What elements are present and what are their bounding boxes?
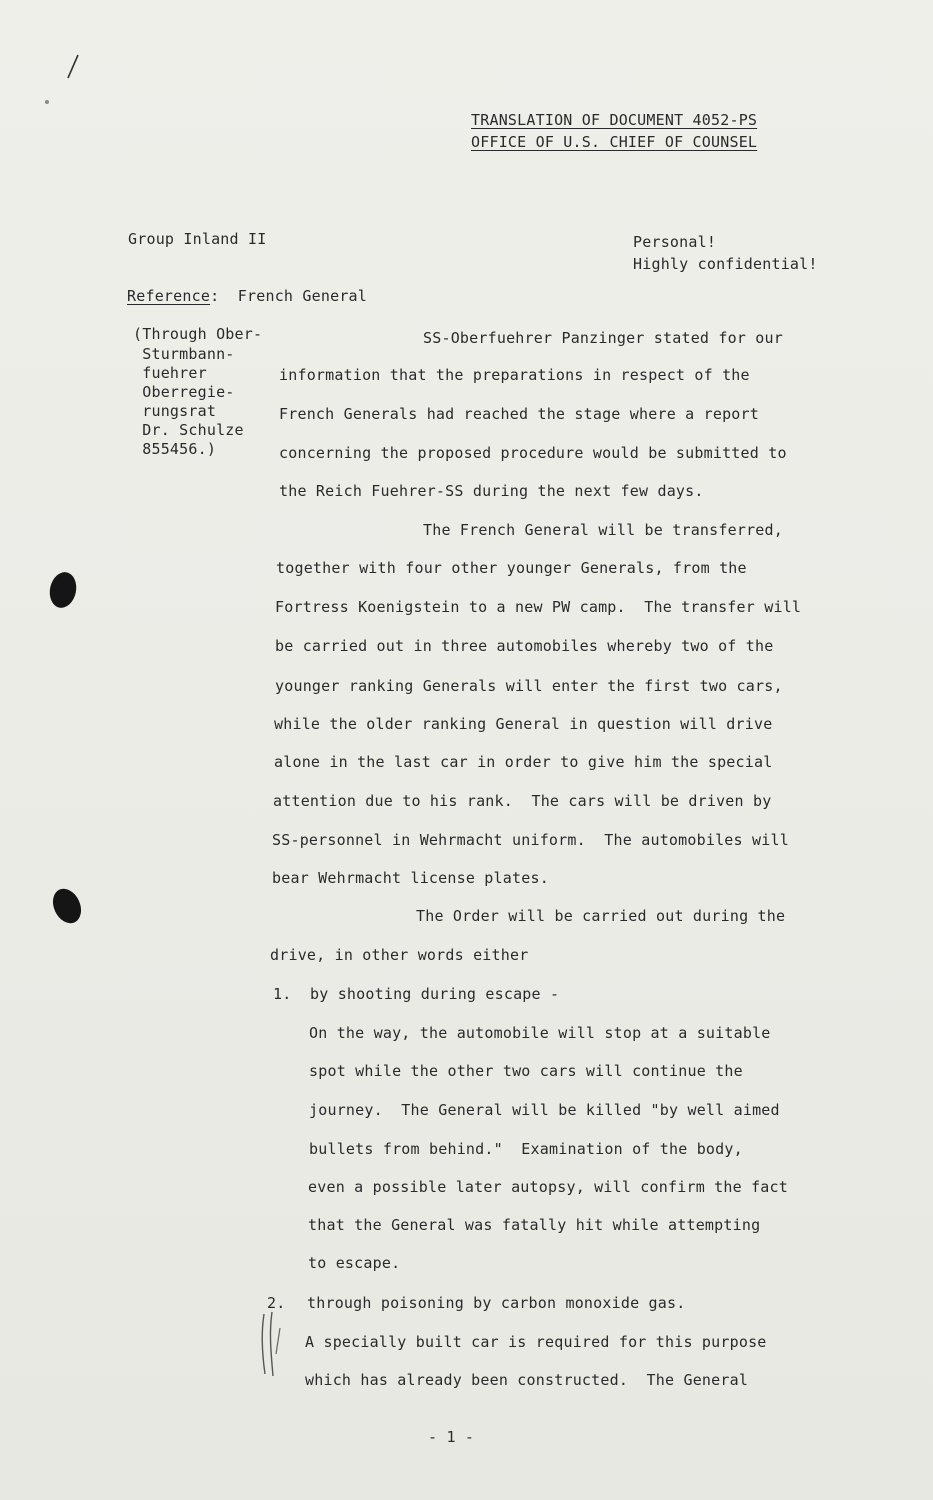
body-line: drive, in other words either	[270, 946, 529, 964]
item-line: which has already been constructed. The General	[305, 1371, 749, 1389]
item-title: by shooting during escape -	[310, 985, 560, 1003]
item-line: even a possible later autopsy, will confirm the fact	[308, 1178, 788, 1196]
item-line: to escape.	[308, 1254, 401, 1272]
reference-line	[127, 287, 367, 305]
body-line: younger ranking Generals will enter the first two cars,	[275, 677, 783, 695]
routing-line: Dr. Schulze	[133, 421, 244, 439]
classification-confidential: Highly confidential!	[633, 255, 818, 273]
page-number: - 1 -	[428, 1428, 475, 1446]
item-line: spot while the other two cars will continue the	[309, 1062, 743, 1080]
body-line: SS-Oberfuehrer Panzinger stated for our	[423, 329, 783, 347]
body-line: bear Wehrmacht license plates.	[272, 869, 549, 887]
translation-header-line2: OFFICE OF U.S. CHIEF OF COUNSEL	[471, 133, 758, 151]
reference-value: French General	[237, 287, 368, 305]
body-line: be carried out in three automobiles whereby two of the	[275, 637, 774, 655]
body-line: alone in the last car in order to give him the special	[274, 753, 773, 771]
item-line: bullets from behind." Examination of the body,	[309, 1140, 743, 1158]
item-number: 2.	[267, 1294, 286, 1312]
body-line: while the older ranking General in question will drive	[274, 715, 773, 733]
ink-dot-mark	[45, 100, 49, 104]
body-line: concerning the proposed procedure would be submitted to	[279, 444, 787, 462]
item-line: journey. The General will be killed "by well aimed	[309, 1101, 780, 1119]
punch-hole-upper	[47, 570, 80, 611]
body-line: The French General will be transferred,	[423, 521, 783, 539]
body-line: together with four other younger Generals, from the	[276, 559, 747, 577]
body-line: the Reich Fuehrer-SS during the next few days.	[279, 482, 704, 500]
item-number: 1.	[273, 985, 292, 1003]
reference-label: Reference	[127, 287, 211, 305]
margin-pencil-bracket	[256, 1308, 286, 1378]
body-line: SS-personnel in Wehrmacht uniform. The automobiles will	[272, 831, 789, 849]
body-line: information that the preparations in respect of the	[279, 366, 750, 384]
body-line: French Generals had reached the stage where a report	[279, 405, 759, 423]
reference-colon: :	[210, 287, 220, 305]
routing-line: Oberregie-	[133, 383, 235, 401]
item-line: A specially built car is required for this purpose	[305, 1333, 767, 1351]
routing-line: rungsrat	[133, 402, 217, 420]
pencil-stroke-mark	[62, 52, 82, 82]
body-line: attention due to his rank. The cars will be driven by	[273, 792, 772, 810]
punch-hole-lower	[48, 884, 87, 928]
translation-header-line1: TRANSLATION OF DOCUMENT 4052-PS	[471, 111, 758, 129]
routing-line: (Through Ober-	[133, 325, 263, 343]
body-line: The Order will be carried out during the	[416, 907, 786, 925]
group-heading: Group Inland II	[128, 230, 267, 248]
body-line: Fortress Koenigstein to a new PW camp. The transfer will	[275, 598, 802, 616]
routing-line: 855456.)	[133, 440, 217, 458]
classification-personal: Personal!	[633, 233, 717, 251]
item-title: through poisoning by carbon monoxide gas.	[307, 1294, 686, 1312]
item-line: that the General was fatally hit while attempting	[308, 1216, 761, 1234]
routing-line: fuehrer	[133, 364, 207, 382]
item-line: On the way, the automobile will stop at a suitable	[309, 1024, 771, 1042]
routing-line: Sturmbann-	[133, 345, 235, 363]
